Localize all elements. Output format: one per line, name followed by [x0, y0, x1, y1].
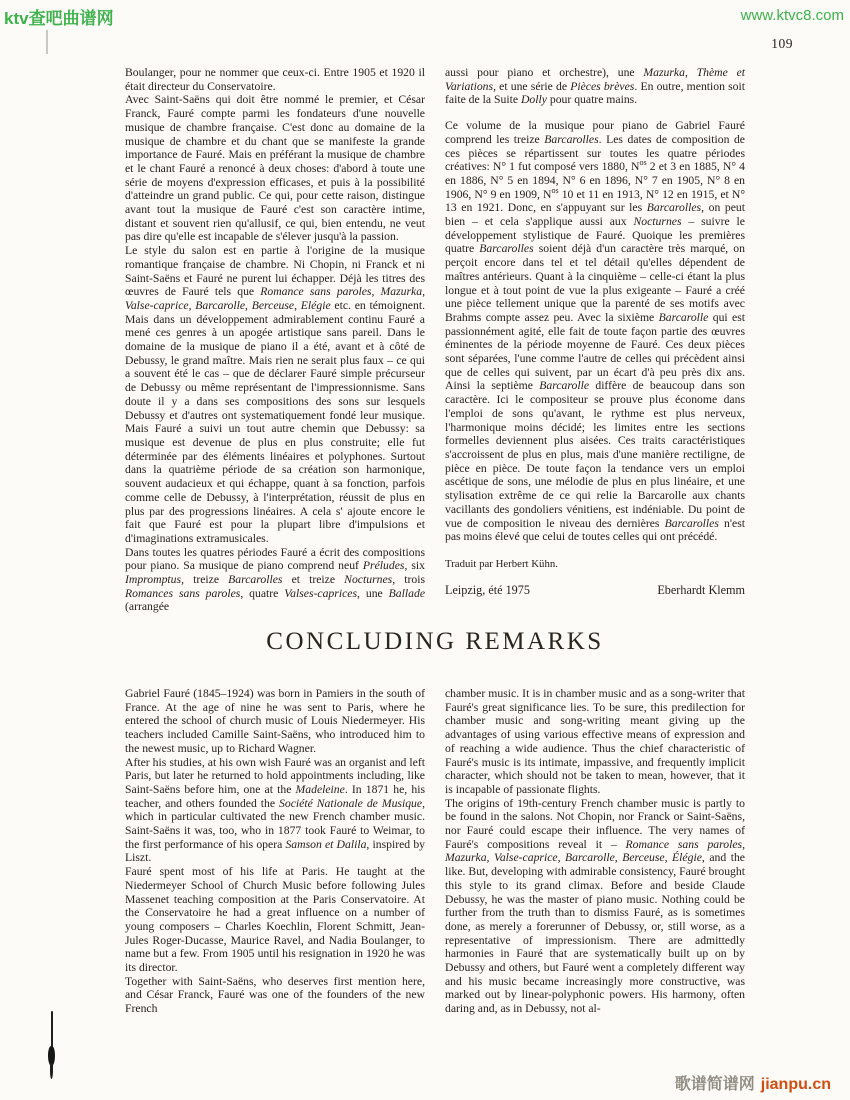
english-columns	[125, 687, 745, 1016]
english-text-section	[125, 687, 745, 1016]
english-column-left	[125, 687, 425, 1016]
translator-note: Traduit par Herbert Kühn.	[445, 557, 558, 570]
dateline	[445, 584, 745, 598]
dateline-author: Eberhardt Klemm	[657, 582, 745, 597]
english-paragraph: Fauré spent most of his life at Paris. He taught at the Niedermeyer School of Church Music before following Jules Massenet teaching composition at the Paris Conservatoire. At the Conservatoire he had a great influence on a number of young composers – Charles Koechlin, Florent Schmitt, Jean-Jules Roger-Ducasse, Maurice Ravel, and Nadia Boulanger, to name but a few. From 1905 until his resignation in 1920 he was its director.	[125, 865, 425, 975]
site-footer	[675, 1071, 831, 1094]
english-paragraph: After his studies, at his own wish Fauré was an organist and left Paris, but later he returned to hold appointments including, like Saint-Saëns before him, one at the Madeleine. In 1871 he, his teacher, and others founded the Société Nationale de Musique, which in particular cultivated the new French chamber music. Saint-Saëns it was, too, who in 1877 took Fauré to Weimar, to the first performance of his opera Samson et Dalila, inspired by Liszt.	[125, 755, 426, 865]
french-column-left	[125, 66, 425, 614]
french-paragraph: Dans toutes les quatres périodes Fauré a écrit des compositions pour piano. Sa musique de piano comprend neuf Préludes, six Impromptus, treize Barcarolles et treize Nocturnes, trois Romances sans paroles, quatre Valses-caprices, une Ballade (arrangée	[125, 545, 426, 614]
english-column-right	[445, 687, 745, 1016]
watermark-top-left: ktv查吧曲谱网	[4, 9, 114, 28]
french-paragraph: Le style du salon est en partie à l'origine de la musique romantique française de chambre. Ni Chopin, ni Franck et ni Saint-Saëns et Fauré ne purent lui échapper. Déjà les titres des œuvres de Fauré tels que Romance sans paroles, Mazurka, Valse-caprice, Barcarolle, Berceuse, Elégie etc. en témoignent. Mais dans un développement admirablement continu Fauré a mené ces genres à un apogée artistique sans pareil. Dans le domaine de la musique de piano il a été, avant et à côté de Debussy, le grand maître. Mais rien ne serait plus faux – ce qui a souvent été le cas – que de déclarer Fauré simple précurseur de Debussy ou même représentant de l'impressionnisme. Sans doute il y a dans ses compositions des sons sur lesquels Debussy et d'autres ont systematiquement fondé leur musique. Mais Fauré a suivi un tout autre chemin que Debussy: sa musique est devenue de plus en plus construite; elle fut déterminée par des éléments linéaires et polyphones. Surtout dans la quatrième période de sa création son harmonique, souvent audacieux et qui échappe, quant à sa fonction, parfois comme celle de Debussy, à l'interprétation, réussit de plus en plus par des progressions linéaires. A cela s' ajoute encore le fait que Fauré est pour la plupart libre d'impulsions et d'imaginations extramusicales.	[125, 244, 425, 545]
english-paragraph: Gabriel Fauré (1845–1924) was born in Pamiers in the south of France. At the age of nine he was sent to Paris, where he entered the school of church music of Louis Niedermeyer. His teachers included Camille Saint-Saëns, who introduced him to the newest music, up to Richard Wagner.	[125, 687, 425, 755]
scan-artifact-speck	[46, 30, 48, 54]
french-paragraph: Boulanger, pour ne nommer que ceux-ci. Entre 1905 et 1920 il était directeur du Conservatoire.	[125, 66, 425, 93]
french-paragraph: aussi pour piano et orchestre), une Mazurka, Thème et Variations, et une série de Pièces brèves. En outre, mention soit faite de la Suite Dolly pour quatre mains.	[445, 66, 746, 107]
footer-site-url: jianpu.cn	[760, 1076, 831, 1093]
english-paragraph: The origins of 19th-century French chamber music is partly to be found in the salons. Not Chopin, nor Franck or Saint-Saëns, nor Fauré could escape their influence. The very names of Fauré's compositions reveal it – Romance sans paroles, Mazurka, Valse-caprice, Barcarolle, Berceuse, Élégie, and the like. But, developing with admirable consistency, Fauré brought this style to its grand climax. Before and beside Claude Debussy, he was the master of piano music. Nothing could be further from the truth than to dismiss Fauré, as is sometimes done, as merely a forerunner of Debussy, or, still worse, as a representative of impressionism. There are admittedly harmonies in Fauré that are systematically built up on by Debussy and others, but Fauré went a completely different way and his music became increasingly more constructive, was marked out by linear-polyphonic powers. His harmony, often daring and, as in Debussy, not al-	[445, 796, 745, 1016]
footer-site-name: 歌谱简谱网	[674, 1076, 755, 1093]
french-paragraph: Ce volume de la musique pour piano de Gabriel Fauré comprend les treize Barcarolles. Les dates de composition de ces pièces se répartissent sur toutes les quatre périodes créatives: N° 1 fut composé vers 1880, $N^{os}$ 2 et 3 en 1885, N° 4 en 1886, N° 5 en 1894, N° 6 en 1896, N° 7 en 1905, N° 8 en 1906, N° 9 en 1909, $N^{os}$ 10 et 11 en 1913, N° 12 en 1915, et N° 13 en 1921. Donc, en s'appuyant sur les Barcarolles, on peut bien – et cela s'applique aussi aux Nocturnes – suivre le développement stylistique de Fauré. Quoique les premières quatre Barcarolles soient déjà d'un caractère très marqué, on perçoit encore dans tel et tel détail qu'elles dépendent de maîtres antérieurs. Quant à la cinquième – celle-ci étant la plus longue et à tout point de vue la plus exigeante – Fauré a créé une pièce tellement unique que la parenté de ses motifs avec Brahms compte assez peu. Avec la sixième Barcarolle qui est passionnément agité, elle fait de toute façon partie des œuvres éminentes de la période moyenne de Fauré. Ces deux pièces sont séparées, l'une comme l'autre de celles qui précèdent ainsi que de celles qui suivent, par un écart d'à peu près dix ans. Ainsi la septième Barcarolle diffère de beaucoup dans son caractère. Ici le compositeur se prouve plus économe dans l'emploi de sons qu'avant, le rythme est plus nerveux, l'harmonique moins décidé; les limites entre les sections formelles deviennent plus aisées. Ces traits caractéristiques s'accroissent de plus en plus, mais d'une manière rectiligne, de pièce en pièce. De toute façon la tendance vers un emploi ascétique de sons, une mélodie de plus en plus linéaire, et une stylisation extrême de ce qui relie la Barcarolle aux chants vacillants des gondoliers vénitiens, est indéniable. Du point de vue de composition le niveau des dernières Barcarolles n'est pas moins élevé que celui de toutes celles qui ont précédé.	[445, 119, 746, 544]
section-heading: CONCLUDING REMARKS	[266, 628, 604, 655]
english-paragraph: chamber music. It is in chamber music and as a song-writer that Fauré's great significance lies. To be sure, this predilection for chamber music and song-writing meant giving up the advantages of using various effective means of expression and of reaching a wide audience. Thus the chief characteristic of Fauré's music is its intimate, impassive, and frequently implicit character, which should not be taken to mean, however, that it is incapable of passionate flights.	[445, 687, 745, 796]
french-text-section	[125, 66, 745, 614]
watermark-top-right: www.ktvc8.com	[740, 7, 844, 24]
french-paragraph: Avec Saint-Saëns qui doit être nommé le premier, et César Franck, Fauré compte parmi les fondateurs d'une nouvelle musique de chambre française. C'est donc au domaine de la musique de chambre et du chant que se manifeste la grande importance de Fauré. Mais en préférant la musique de chambre et le chant Fauré a renoncé à deux choses: d'abord à toute une série de moyens d'expression efficases, et puis à la possibilité d'atteindre un grand public. Ce qui, pour cette raison, distingue avant tout la musique de Fauré c'est son caractère intime, distant et souvent rien qu'allusif, ce qui, bien entendu, ne veut pas dire qu'elle est incapable de s'élever jusqu'à la passion.	[125, 93, 425, 244]
scan-artifact-ink-mark	[50, 1063, 53, 1079]
english-paragraph: Together with Saint-Saëns, who deserves first mention here, and César Franck, Fauré was one of the founders of the new French	[125, 974, 425, 1016]
scan-artifact-ink-mark	[51, 1011, 53, 1051]
dateline-place: Leipzig, été 1975	[445, 582, 530, 597]
french-column-right	[445, 66, 745, 614]
french-columns	[125, 66, 745, 614]
page-number: 109	[771, 36, 793, 51]
